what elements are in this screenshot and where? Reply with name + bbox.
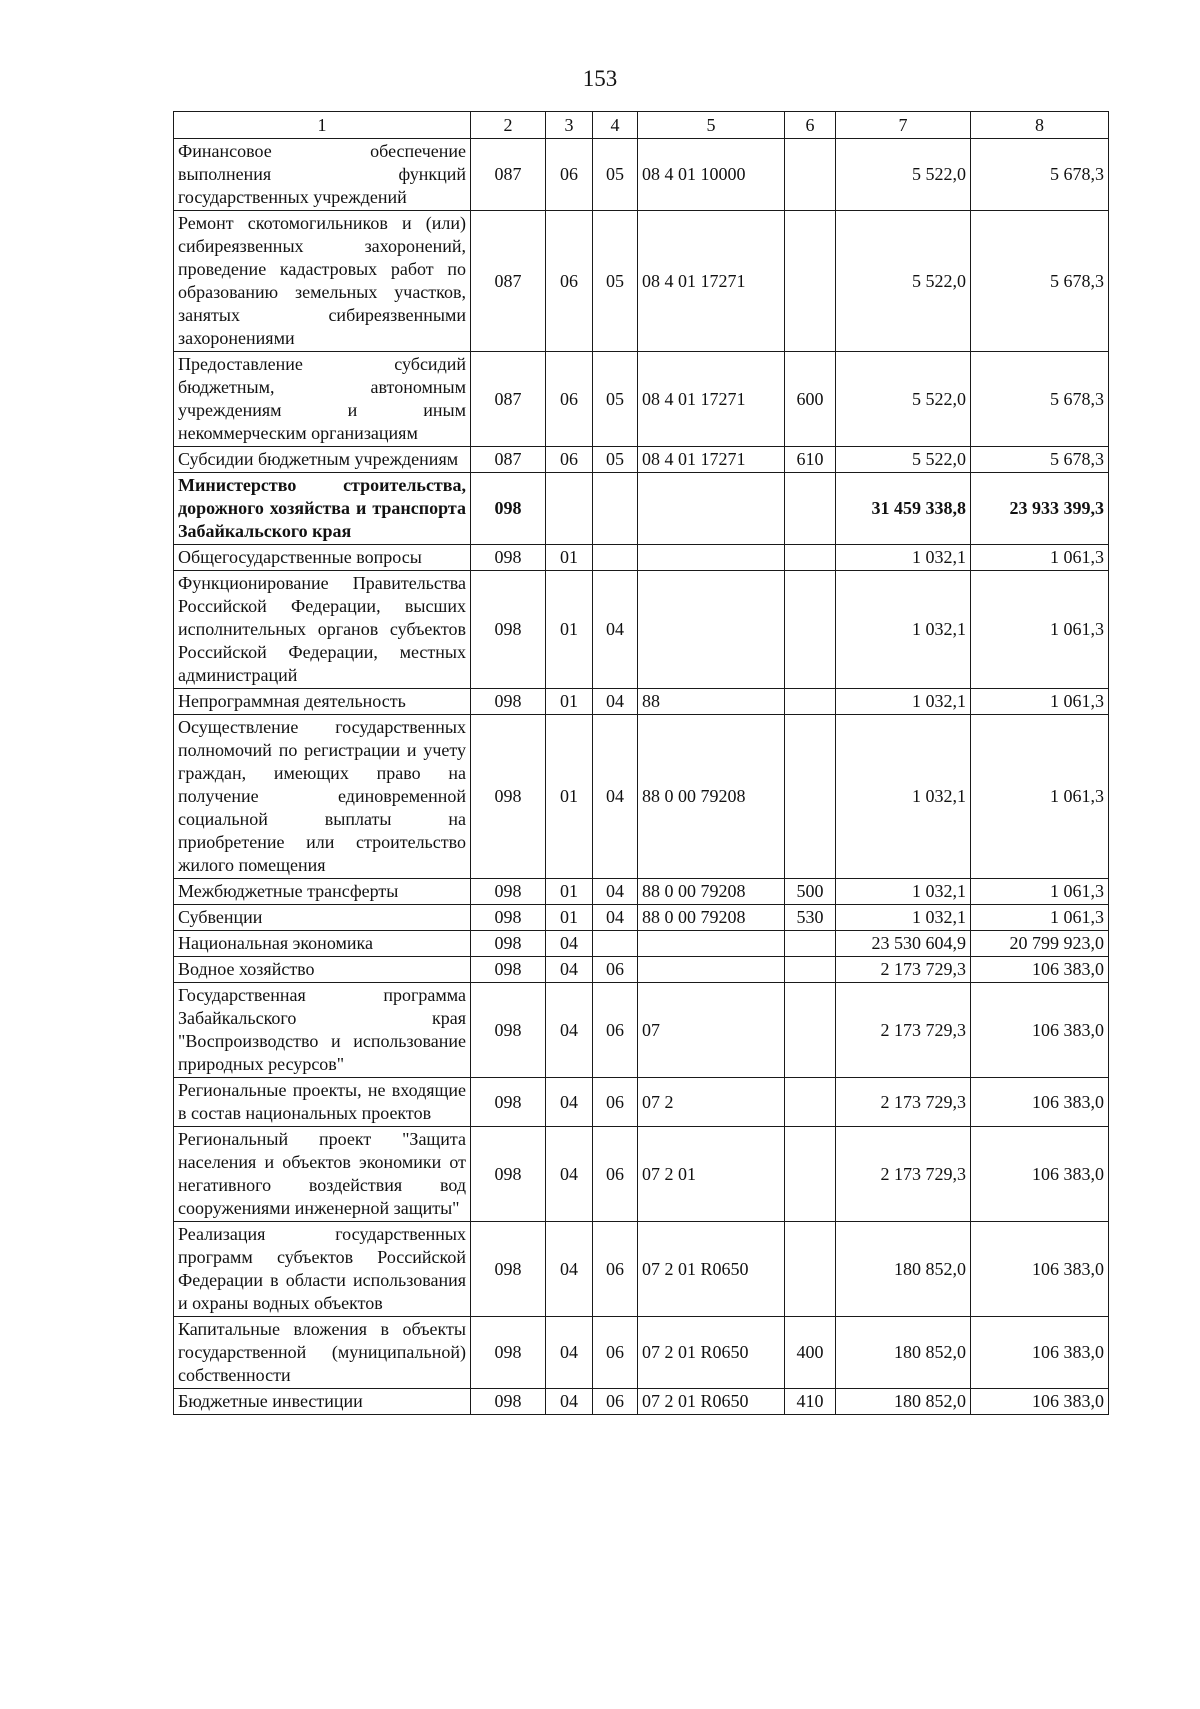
- table-row: [174, 1078, 1109, 1127]
- cell-code-subsection: 04: [593, 715, 638, 879]
- table-row: [174, 983, 1109, 1078]
- table-row: [174, 545, 1109, 571]
- cell-amount-col7: 2 173 729,3: [836, 983, 971, 1078]
- cell-amount-col7: 1 032,1: [836, 715, 971, 879]
- cell-code-section: 04: [546, 957, 593, 983]
- cell-code-section: 04: [546, 1389, 593, 1415]
- cell-code-admin: 098: [471, 879, 546, 905]
- cell-code-target: [638, 931, 785, 957]
- cell-amount-col8: 106 383,0: [971, 1078, 1109, 1127]
- cell-code-expense-type: [785, 957, 836, 983]
- cell-code-admin: 098: [471, 571, 546, 689]
- cell-code-section: 04: [546, 1317, 593, 1389]
- cell-code-expense-type: [785, 715, 836, 879]
- table-row: [174, 447, 1109, 473]
- cell-amount-col8: 106 383,0: [971, 1317, 1109, 1389]
- cell-code-subsection: [593, 931, 638, 957]
- cell-name: Предоставление субсидий бюджетным, автономным учреждениям и иным некоммерческим организациям: [174, 352, 471, 447]
- cell-code-subsection: 05: [593, 352, 638, 447]
- cell-amount-col7: 180 852,0: [836, 1317, 971, 1389]
- table-row: [174, 139, 1109, 211]
- cell-name: Государственная программа Забайкальского края "Воспроизводство и использование природных ресурсов": [174, 983, 471, 1078]
- cell-code-target: 07 2 01 R0650: [638, 1222, 785, 1317]
- cell-code-expense-type: [785, 1222, 836, 1317]
- cell-code-target: [638, 545, 785, 571]
- cell-code-admin: 098: [471, 983, 546, 1078]
- cell-code-target: 08 4 01 10000: [638, 139, 785, 211]
- cell-code-subsection: 06: [593, 983, 638, 1078]
- cell-code-admin: 087: [471, 352, 546, 447]
- cell-code-target: 07 2 01: [638, 1127, 785, 1222]
- cell-code-target: 08 4 01 17271: [638, 447, 785, 473]
- cell-code-subsection: 05: [593, 139, 638, 211]
- cell-code-subsection: 04: [593, 689, 638, 715]
- cell-code-expense-type: 500: [785, 879, 836, 905]
- column-header: 5: [638, 112, 785, 139]
- cell-code-admin: 098: [471, 715, 546, 879]
- header-row: [174, 112, 1109, 139]
- cell-name: Общегосударственные вопросы: [174, 545, 471, 571]
- cell-name: Региональные проекты, не входящие в состав национальных проектов: [174, 1078, 471, 1127]
- cell-code-expense-type: 530: [785, 905, 836, 931]
- cell-amount-col8: 1 061,3: [971, 571, 1109, 689]
- cell-amount-col8: 5 678,3: [971, 211, 1109, 352]
- table-row: [174, 879, 1109, 905]
- cell-amount-col8: 106 383,0: [971, 983, 1109, 1078]
- cell-amount-col8: 106 383,0: [971, 1127, 1109, 1222]
- table-row: [174, 689, 1109, 715]
- cell-amount-col8: 1 061,3: [971, 905, 1109, 931]
- table-body: [174, 139, 1109, 1415]
- cell-name: Региональный проект "Защита населения и объектов экономики от негативного воздействия вод сооружениями инженерной защиты": [174, 1127, 471, 1222]
- column-header: 7: [836, 112, 971, 139]
- cell-code-section: [546, 473, 593, 545]
- cell-code-section: 01: [546, 905, 593, 931]
- cell-code-section: 06: [546, 139, 593, 211]
- cell-code-expense-type: [785, 139, 836, 211]
- cell-amount-col7: 2 173 729,3: [836, 1127, 971, 1222]
- cell-name: Министерство строительства, дорожного хозяйства и транспорта Забайкальского края: [174, 473, 471, 545]
- cell-name: Осуществление государственных полномочий по регистрации и учету граждан, имеющих право на получение единовременной социальной выплаты на приобретение или строительство жилого помещения: [174, 715, 471, 879]
- cell-code-subsection: [593, 545, 638, 571]
- cell-code-target: 08 4 01 17271: [638, 211, 785, 352]
- cell-code-admin: 098: [471, 545, 546, 571]
- cell-code-section: 06: [546, 447, 593, 473]
- cell-code-admin: 098: [471, 931, 546, 957]
- table-row: [174, 211, 1109, 352]
- cell-code-expense-type: [785, 211, 836, 352]
- cell-code-admin: 098: [471, 473, 546, 545]
- cell-code-target: 88 0 00 79208: [638, 905, 785, 931]
- cell-code-section: 01: [546, 879, 593, 905]
- cell-code-subsection: 06: [593, 1127, 638, 1222]
- column-header: 1: [174, 112, 471, 139]
- cell-name: Водное хозяйство: [174, 957, 471, 983]
- table-row: [174, 1127, 1109, 1222]
- cell-amount-col7: 5 522,0: [836, 447, 971, 473]
- cell-name: Непрограммная деятельность: [174, 689, 471, 715]
- cell-code-target: 07 2 01 R0650: [638, 1317, 785, 1389]
- cell-amount-col8: 5 678,3: [971, 447, 1109, 473]
- cell-code-expense-type: [785, 1078, 836, 1127]
- column-header: 6: [785, 112, 836, 139]
- cell-code-target: [638, 571, 785, 689]
- cell-code-admin: 098: [471, 957, 546, 983]
- cell-name: Национальная экономика: [174, 931, 471, 957]
- cell-amount-col8: 20 799 923,0: [971, 931, 1109, 957]
- cell-amount-col7: 5 522,0: [836, 139, 971, 211]
- cell-amount-col8: 1 061,3: [971, 545, 1109, 571]
- table-row: [174, 715, 1109, 879]
- cell-code-section: 01: [546, 715, 593, 879]
- cell-code-expense-type: [785, 689, 836, 715]
- cell-code-target: [638, 957, 785, 983]
- cell-code-target: 08 4 01 17271: [638, 352, 785, 447]
- cell-amount-col8: 5 678,3: [971, 139, 1109, 211]
- cell-code-section: 04: [546, 1222, 593, 1317]
- cell-code-expense-type: [785, 1127, 836, 1222]
- cell-amount-col8: 106 383,0: [971, 957, 1109, 983]
- cell-code-subsection: 06: [593, 1222, 638, 1317]
- cell-code-target: 07 2: [638, 1078, 785, 1127]
- cell-code-subsection: 05: [593, 211, 638, 352]
- cell-code-expense-type: [785, 931, 836, 957]
- cell-code-admin: 098: [471, 1317, 546, 1389]
- cell-name: Капитальные вложения в объекты государственной (муниципальной) собственности: [174, 1317, 471, 1389]
- cell-amount-col7: 1 032,1: [836, 571, 971, 689]
- cell-amount-col8: 1 061,3: [971, 689, 1109, 715]
- cell-code-admin: 098: [471, 1389, 546, 1415]
- cell-code-expense-type: 400: [785, 1317, 836, 1389]
- cell-code-admin: 087: [471, 447, 546, 473]
- cell-amount-col7: 180 852,0: [836, 1222, 971, 1317]
- cell-code-subsection: 04: [593, 571, 638, 689]
- cell-code-subsection: 06: [593, 1317, 638, 1389]
- cell-code-section: 06: [546, 211, 593, 352]
- cell-code-target: [638, 473, 785, 545]
- cell-code-target: 88 0 00 79208: [638, 879, 785, 905]
- cell-code-subsection: 04: [593, 905, 638, 931]
- column-header: 8: [971, 112, 1109, 139]
- cell-code-admin: 098: [471, 1222, 546, 1317]
- cell-amount-col7: 5 522,0: [836, 211, 971, 352]
- cell-code-subsection: 04: [593, 879, 638, 905]
- table-row: [174, 905, 1109, 931]
- cell-amount-col8: 1 061,3: [971, 879, 1109, 905]
- budget-table: [173, 111, 1109, 1415]
- cell-amount-col7: 5 522,0: [836, 352, 971, 447]
- cell-code-expense-type: 410: [785, 1389, 836, 1415]
- cell-name: Ремонт скотомогильников и (или) сибиреязвенных захоронений, проведение кадастровых работ по образованию земельных участков, занятых сибиреязвенными захоронениями: [174, 211, 471, 352]
- cell-code-target: 07: [638, 983, 785, 1078]
- cell-amount-col7: 1 032,1: [836, 879, 971, 905]
- cell-code-expense-type: [785, 473, 836, 545]
- cell-name: Функционирование Правительства Российской Федерации, высших исполнительных органов субъектов Российской Федерации, местных администраций: [174, 571, 471, 689]
- cell-code-target: 88: [638, 689, 785, 715]
- cell-name: Субсидии бюджетным учреждениям: [174, 447, 471, 473]
- column-header: 2: [471, 112, 546, 139]
- table-row: [174, 1389, 1109, 1415]
- table-row: [174, 957, 1109, 983]
- cell-amount-col7: 1 032,1: [836, 545, 971, 571]
- cell-amount-col7: 180 852,0: [836, 1389, 971, 1415]
- page-number: 153: [582, 66, 618, 91]
- cell-name: Межбюджетные трансферты: [174, 879, 471, 905]
- cell-code-target: 07 2 01 R0650: [638, 1389, 785, 1415]
- cell-amount-col7: 1 032,1: [836, 689, 971, 715]
- cell-code-section: 04: [546, 1127, 593, 1222]
- cell-code-admin: 098: [471, 1078, 546, 1127]
- cell-code-admin: 087: [471, 139, 546, 211]
- cell-code-subsection: 06: [593, 957, 638, 983]
- cell-name: Бюджетные инвестиции: [174, 1389, 471, 1415]
- table-row: [174, 571, 1109, 689]
- cell-code-section: 06: [546, 352, 593, 447]
- cell-amount-col7: 23 530 604,9: [836, 931, 971, 957]
- cell-code-admin: 087: [471, 211, 546, 352]
- cell-code-expense-type: 600: [785, 352, 836, 447]
- cell-amount-col7: 2 173 729,3: [836, 957, 971, 983]
- cell-name: Финансовое обеспечение выполнения функций государственных учреждений: [174, 139, 471, 211]
- cell-amount-col7: 2 173 729,3: [836, 1078, 971, 1127]
- table-row: [174, 931, 1109, 957]
- cell-amount-col7: 1 032,1: [836, 905, 971, 931]
- cell-code-expense-type: [785, 983, 836, 1078]
- table-row: [174, 1317, 1109, 1389]
- column-header: 4: [593, 112, 638, 139]
- cell-code-subsection: 05: [593, 447, 638, 473]
- table-row: [174, 352, 1109, 447]
- cell-amount-col8: 106 383,0: [971, 1222, 1109, 1317]
- cell-code-section: 04: [546, 983, 593, 1078]
- cell-code-subsection: 06: [593, 1078, 638, 1127]
- cell-code-subsection: 06: [593, 1389, 638, 1415]
- cell-code-expense-type: 610: [785, 447, 836, 473]
- cell-name: Реализация государственных программ субъектов Российской Федерации в области использования и охраны водных объектов: [174, 1222, 471, 1317]
- cell-code-expense-type: [785, 545, 836, 571]
- cell-code-section: 01: [546, 545, 593, 571]
- cell-amount-col8: 106 383,0: [971, 1389, 1109, 1415]
- cell-code-admin: 098: [471, 905, 546, 931]
- cell-code-section: 04: [546, 931, 593, 957]
- cell-code-target: 88 0 00 79208: [638, 715, 785, 879]
- column-header: 3: [546, 112, 593, 139]
- cell-code-section: 04: [546, 1078, 593, 1127]
- cell-amount-col8: 1 061,3: [971, 715, 1109, 879]
- table-row: [174, 1222, 1109, 1317]
- cell-code-section: 01: [546, 689, 593, 715]
- cell-code-subsection: [593, 473, 638, 545]
- table-row: [174, 473, 1109, 545]
- cell-code-section: 01: [546, 571, 593, 689]
- cell-name: Субвенции: [174, 905, 471, 931]
- cell-amount-col8: 23 933 399,3: [971, 473, 1109, 545]
- cell-code-admin: 098: [471, 689, 546, 715]
- cell-code-admin: 098: [471, 1127, 546, 1222]
- cell-amount-col8: 5 678,3: [971, 352, 1109, 447]
- cell-amount-col7: 31 459 338,8: [836, 473, 971, 545]
- cell-code-expense-type: [785, 571, 836, 689]
